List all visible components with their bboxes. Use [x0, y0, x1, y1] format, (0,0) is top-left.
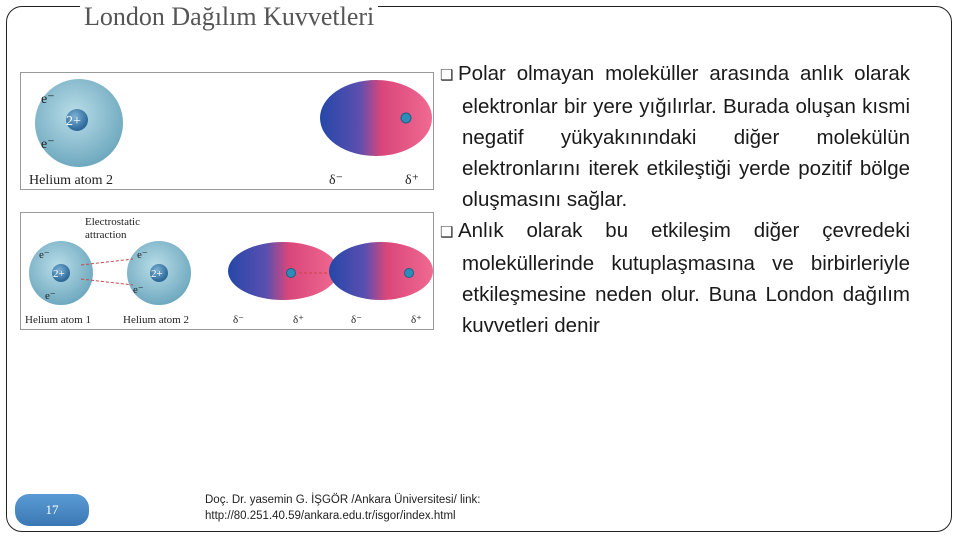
nucleus-label: 2+: [66, 114, 81, 129]
electron-bottom-4: e⁻: [133, 284, 144, 296]
bullet-icon: ❑: [440, 224, 454, 241]
molecule-1-nucleus-icon: [287, 269, 296, 278]
atom2-label: Helium atom 2: [123, 314, 189, 326]
atom1-label: Helium atom 1: [25, 314, 91, 326]
figure-bottom-drawing: [21, 213, 435, 331]
slide-body: [440, 58, 910, 341]
electron-bottom-2: e⁻: [45, 290, 56, 302]
footer: [205, 492, 480, 524]
delta-plus-top: δ⁺: [405, 173, 419, 188]
molecule-2-nucleus-icon: [405, 269, 414, 278]
slide-title: London Dağılım Kuvvetleri: [80, 0, 378, 34]
annotation-line-2: attraction: [85, 229, 127, 241]
figure-top-drawing: [21, 73, 435, 191]
bullet-icon: ❑: [440, 67, 454, 84]
delta-plus-1: δ⁺: [293, 314, 304, 326]
delta-minus-top: δ⁻: [329, 173, 343, 188]
electron-bottom-1: e⁻: [39, 249, 50, 261]
footer-link[interactable]: http://80.251.40.59/ankara.edu.tr/isgor/index.html: [205, 510, 456, 522]
figure-top: [20, 72, 434, 190]
electron-label-2: e⁻: [41, 137, 55, 152]
figure-bottom: [20, 212, 434, 330]
polarized-molecule-1: [228, 242, 338, 300]
nucleus-label-1: 2+: [53, 268, 65, 280]
electron-label-1: e⁻: [41, 92, 55, 107]
delta-minus-1: δ⁻: [233, 314, 244, 326]
molecule-nucleus-icon: [401, 113, 411, 123]
nucleus-label-2: 2+: [151, 268, 163, 280]
delta-minus-2: δ⁻: [351, 314, 362, 326]
electron-bottom-3: e⁻: [137, 249, 148, 261]
annotation-line-1: Electrostatic: [85, 216, 140, 228]
footer-line-1: Doç. Dr. yasemin G. İŞGÖR /Ankara Üniversitesi/ link:: [205, 494, 481, 506]
page-number: 17: [45, 502, 59, 517]
polarized-molecule-2: [329, 242, 433, 300]
delta-plus-2: δ⁺: [411, 314, 422, 326]
bullet-1: [440, 58, 910, 215]
bullet-2-text: Anlık olarak bu etkileşim diğer çevredeki moleküllerinde kutuplaşmasına ve birbirleriyle etkileşmesine neden olur. Buna London dağılım kuvvetleri denir: [458, 219, 910, 337]
polarized-molecule: [320, 80, 432, 156]
bullet-1-text: Polar olmayan moleküller arasında anlık olarak elektronlar bir yere yığılırlar. Burada oluşan kısmi negatif yükyakınındaki diğer molekülün elektronlarını iterek etkileştiği yerde pozitif bölge oluşmasını sağlar.: [458, 62, 910, 211]
bullet-2: [440, 215, 910, 341]
atom-label-top: Helium atom 2: [29, 173, 113, 188]
page-number-badge: [15, 494, 89, 526]
